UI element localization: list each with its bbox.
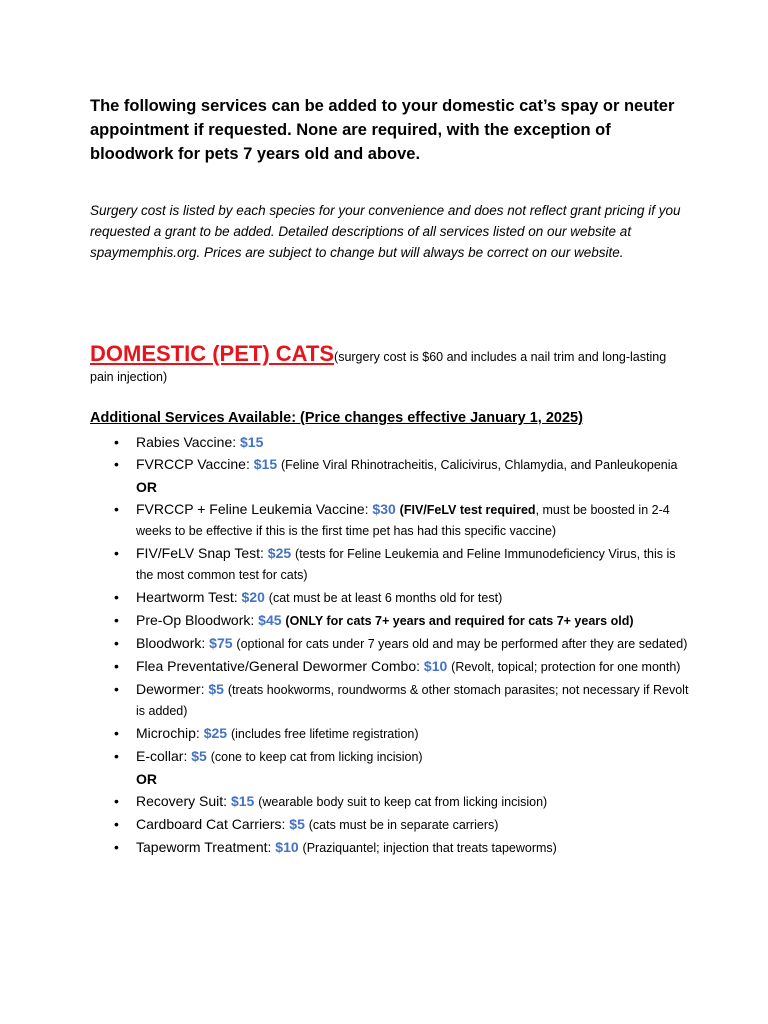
service-description: (tests for Feline Leukemia and Feline Immunodeficiency Virus, this is the most common test for cats) bbox=[136, 547, 676, 582]
bullet-icon: • bbox=[114, 748, 119, 764]
bullet-icon: • bbox=[114, 456, 119, 472]
service-description-bold: (ONLY for cats 7+ years and required for cats 7+ years old) bbox=[285, 614, 634, 628]
or-separator: OR bbox=[136, 479, 157, 495]
service-label: FIV/FeLV Snap Test: bbox=[136, 545, 268, 561]
service-label: Dewormer: bbox=[136, 681, 209, 697]
service-description: (treats hookworms, roundworms & other stomach parasites; not necessary if Revolt is added) bbox=[136, 683, 689, 718]
service-description: (Revolt, topical; protection for one month) bbox=[451, 660, 681, 674]
service-price: $30 bbox=[372, 501, 396, 517]
service-price: $15 bbox=[240, 434, 264, 450]
service-label: Flea Preventative/General Dewormer Combo: bbox=[136, 658, 424, 674]
service-recovery-suit bbox=[90, 791, 690, 812]
bullet-icon: • bbox=[114, 839, 119, 855]
service-price: $20 bbox=[241, 589, 265, 605]
service-price: $45 bbox=[258, 612, 282, 628]
bullet-icon: • bbox=[114, 635, 119, 651]
service-price: $75 bbox=[209, 635, 233, 651]
service-description-bold: (FIV/FeLV test required bbox=[399, 503, 536, 517]
service-price: $5 bbox=[208, 681, 224, 697]
service-price: $25 bbox=[267, 545, 292, 561]
bullet-icon: • bbox=[114, 681, 119, 697]
species-detail: (surgery cost is $60 and includes a nail trim and long-lasting pain injection) bbox=[90, 350, 667, 384]
service-fvrccp-felv bbox=[90, 499, 690, 541]
service-label: Recovery Suit: bbox=[136, 793, 231, 809]
service-description: (cat must be at least 6 months old for test) bbox=[268, 591, 503, 605]
service-label: E-collar: bbox=[136, 748, 192, 764]
bullet-icon: • bbox=[114, 612, 119, 628]
service-description: (optional for cats under 7 years old and may be performed after they are sedated) bbox=[236, 637, 688, 651]
bullet-icon: • bbox=[114, 725, 119, 741]
service-description-rest: , must be boosted in 2-4 weeks to be effective if this is the first time pet has had this specific vaccine) bbox=[136, 503, 670, 538]
service-label: Bloodwork: bbox=[136, 635, 210, 651]
bullet-icon: • bbox=[114, 434, 119, 450]
service-microchip bbox=[90, 723, 690, 744]
bullet-icon: • bbox=[114, 793, 119, 809]
or-separator: OR bbox=[136, 771, 157, 787]
service-cat-carriers bbox=[90, 814, 690, 835]
service-bloodwork bbox=[90, 633, 690, 654]
service-price: $15 bbox=[253, 456, 278, 472]
service-description: (Praziquantel; injection that treats tapeworms) bbox=[302, 841, 557, 855]
service-price: $25 bbox=[203, 725, 228, 741]
service-label: FVRCCP Vaccine: bbox=[136, 456, 254, 472]
service-label: Heartworm Test: bbox=[136, 589, 242, 605]
service-label: Microchip: bbox=[136, 725, 204, 741]
service-fiv-felv-test bbox=[90, 543, 690, 585]
intro-paragraph: The following services can be added to your domestic cat’s spay or neuter appointment if requested. None are required, with the exception of bloodwork for pets 7 years old and above. bbox=[90, 97, 675, 163]
service-label: FVRCCP + Feline Leukemia Vaccine: bbox=[136, 501, 373, 517]
service-dewormer bbox=[90, 679, 690, 721]
service-description: (includes free lifetime registration) bbox=[230, 727, 419, 741]
service-price: $10 bbox=[275, 839, 299, 855]
service-label: Pre-Op Bloodwork: bbox=[136, 612, 259, 628]
bullet-icon: • bbox=[114, 658, 119, 674]
service-preop-bloodwork bbox=[90, 610, 690, 631]
services-list bbox=[90, 432, 690, 860]
service-description bbox=[285, 614, 633, 628]
bullet-icon: • bbox=[114, 589, 119, 605]
service-price: $5 bbox=[289, 816, 305, 832]
bullet-icon: • bbox=[114, 501, 119, 517]
bullet-icon: • bbox=[114, 816, 119, 832]
service-price: $5 bbox=[191, 748, 207, 764]
service-price: $15 bbox=[230, 793, 255, 809]
pricing-note: Surgery cost is listed by each species for your convenience and does not reflect grant pricing if you requested a grant to be added. Detailed descriptions of all services listed on our website at spaymemphis.org. Prices are subject to change but will always be correct on our website. bbox=[90, 203, 681, 260]
service-flea-dewormer-combo bbox=[90, 656, 690, 677]
service-heartworm-test bbox=[90, 587, 690, 608]
species-line bbox=[90, 341, 690, 387]
species-title: DOMESTIC (PET) CATS bbox=[90, 341, 335, 366]
service-description: (cats must be in separate carriers) bbox=[308, 818, 499, 832]
bullet-icon: • bbox=[114, 545, 119, 561]
service-description: (wearable body suit to keep cat from licking incision) bbox=[258, 795, 548, 809]
service-label: Rabies Vaccine: bbox=[136, 434, 241, 450]
service-description: (Feline Viral Rhinotracheitis, Calicivirus, Chlamydia, and Panleukopenia bbox=[281, 458, 678, 472]
service-price: $10 bbox=[423, 658, 448, 674]
service-description: (cone to keep cat from licking incision) bbox=[210, 750, 423, 764]
service-label: Tapeworm Treatment: bbox=[136, 839, 276, 855]
services-heading: Additional Services Available: (Price changes effective January 1, 2025) bbox=[90, 410, 583, 426]
service-rabies bbox=[90, 432, 690, 452]
service-label: Cardboard Cat Carriers: bbox=[136, 816, 290, 832]
service-fvrccp bbox=[90, 454, 690, 475]
service-e-collar bbox=[90, 746, 690, 767]
service-tapeworm-treatment bbox=[90, 837, 690, 858]
